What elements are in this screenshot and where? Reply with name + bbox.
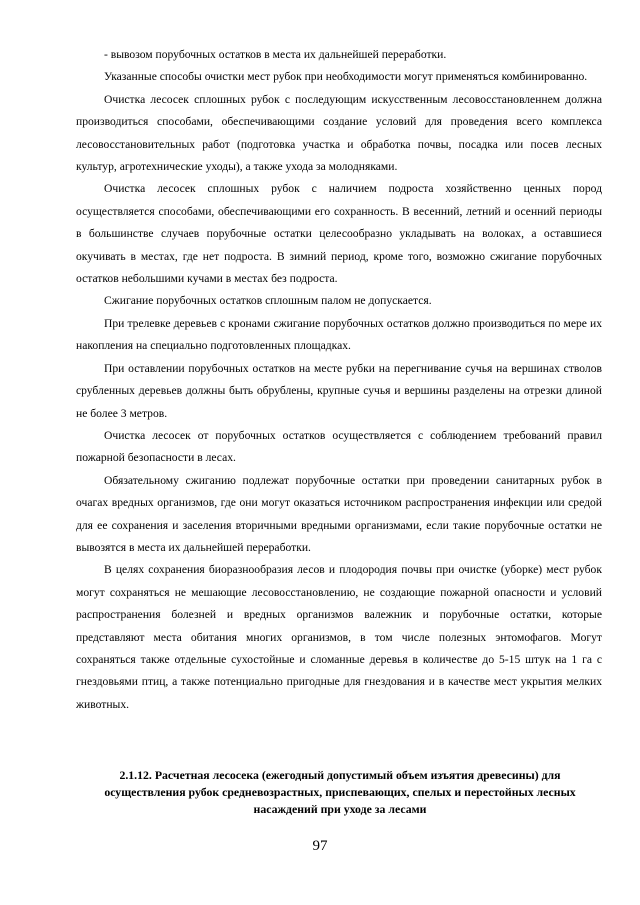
paragraph-removal-item: - вывозом порубочных остатков в места их дальнейшей переработки. (104, 48, 447, 61)
paragraph-biodiversity: В целях сохранения биоразнообразия лесов и плодородия почвы при очистке (уборке) мест рубок могут сохраняться не мешающие лесовосстановлению, не создающие пожарной опасности и условий распространения болезней и вредных организмов валежник и порубочные остатки, которые представляют места обитания многих организмов, в том числе полезных энтомофагов. Могут сохраняться также отдельные сухостойные и сломанные деревья в количестве до 5-15 штук на 1 га с гнездовьями птиц, а также потенциально пригодные для гнездования и в качестве мест укрытия мелких животных. (76, 563, 602, 711)
paragraph-combined-methods: Указанные способы очистки мест рубок при необходимости могут применяться комбинированно. (104, 70, 588, 84)
paragraph-decay: При оставлении порубочных остатков на месте рубки на перегнивание сучья на вершинах стволов срубленных деревьев должны быть обрублены, крупные сучья и вершины разделены на отрезки длиной не более 3 метров. (76, 361, 602, 420)
document-body (76, 44, 602, 716)
paragraph-mandatory-burning: Обязательному сжиганию подлежат порубочные остатки при проведении санитарных рубок в очагах вредных организмов, где они могут оказаться источником распространения инфекции или средой для ее сохранения и заселения вторичными вредными организмами, если такие порубочные остатки не вывозятся в места их дальнейшей переработки. (76, 473, 602, 554)
paragraph-undergrowth: Очистка лесосек сплошных рубок с наличием подроста хозяйственно ценных пород осуществляется способами, обеспечивающими его сохранность. В весенний, летний и осенний периоды в большинстве случаев порубочные остатки целесообразно укладывать на волоках, а оставшиеся окучивать в местах, где нет подроста. В зимний период, кроме того, возможно сжигание порубочных остатков небольшими кучами в местах без подроста. (76, 182, 602, 286)
page-number: 97 (312, 838, 328, 854)
section-heading: 2.1.12. Расчетная лесосека (ежегодный допустимый объем изъятия древесины) для осуществления рубок средневозрастных, приспевающих, спелых и перестойных лесных насаждений при уходе за лесами (104, 768, 576, 816)
paragraph-skidding: При трелевке деревьев с кронами сжигание порубочных остатков должно производиться по мере их накопления на специально подготовленных площадках. (76, 316, 602, 353)
paragraph-fire-safety: Очистка лесосек от порубочных остатков осуществляется с соблюдением требований правил пожарной безопасности в лесах. (76, 428, 602, 465)
paragraph-artificial-reforestation: Очистка лесосек сплошных рубок с последующим искусственным лесовосстановленнем должна производиться способами, обеспечивающими создание условий для проведения всего комплекса лесовосстановительных работ (подготовка участка и обработка почвы, посадка или посев лесных культур, агротехнические уходы), а также ухода за молодняками. (76, 92, 602, 174)
paragraph-burning-prohibited: Сжигание порубочных остатков сплошным палом не допускается. (104, 294, 432, 308)
